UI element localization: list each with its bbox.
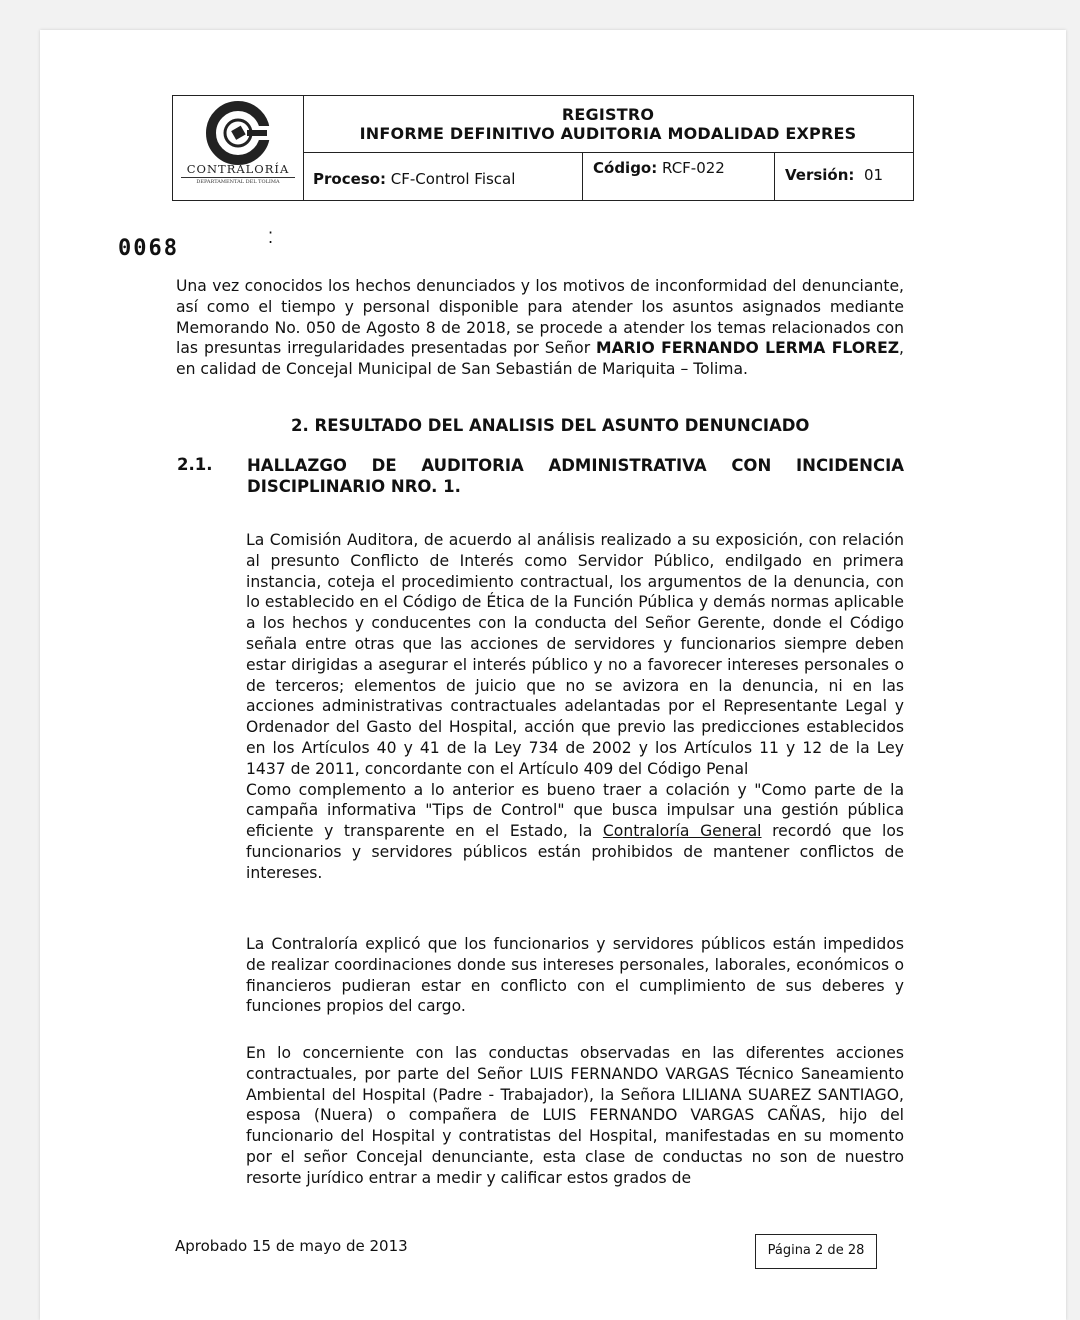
section-2-heading: 2. RESULTADO DEL ANALISIS DEL ASUNTO DENUNCIADO: [291, 416, 810, 435]
process-label: Proceso:: [313, 170, 386, 188]
approval-date: Aprobado 15 de mayo de 2013: [175, 1237, 408, 1255]
conduct-paragraph: En lo concerniente con las conductas observadas en las diferentes acciones contractuales, por parte del Señor LUIS FERNANDO VARGAS Técnico Saneamiento Ambiental del Hospital (Padre - Trabajador), la Señora LILIANA SUAREZ SANTIAGO, esposa (Nuera) o compañera de LUIS FERNANDO VARGAS CAÑAS, hijo del funcionario del Hospital y contratistas del Hospital, manifestadas en su momento por el señor Concejal denunciante, esta clase de conductas no son de nuestro resorte jurídico entrar a medir y calificar estos grados de: [246, 1044, 904, 1187]
intro-paragraph: Una vez conocidos los hechos denunciados y los motivos de inconformidad del denunciante, así como el tiempo y personal disponible para atender los asuntos asignados mediante Memorando No. 050 de Agosto 8 de 2018, se procede a atender los temas relacionados con las presuntas irregularidades presentadas por Señor MARIO FERNANDO LERMA FLOREZ, en calidad de Concejal Municipal de San Sebastián de Mariquita – Tolima.: [176, 277, 904, 379]
code-label: Código:: [593, 159, 658, 177]
version-cell: [775, 153, 913, 200]
folio-stamp: 0068: [118, 236, 179, 261]
logo-subtext: DEPARTAMENTAL DEL TOLIMA: [181, 177, 295, 185]
process-value: CF-Control Fiscal: [390, 170, 516, 188]
contraloria-paragraph: La Contraloría explicó que los funcionarios y servidores públicos están impedidos de realizar coordinaciones donde sus intereses personales, laborales, económicos o financieros pudieran estar en conflicto con el cumplimiento de sus deberes y funciones propios del cargo.: [246, 935, 904, 1016]
page-number: Página 2 de 28: [755, 1234, 877, 1269]
document-title: [303, 96, 913, 153]
section-2-1-heading: HALLAZGO DE AUDITORIA ADMINISTRATIVA CON INCIDENCIA DISCIPLINARIO NRO. 1.: [247, 456, 904, 496]
header-table: [172, 95, 914, 201]
code-cell: [583, 153, 775, 200]
code-value: RCF-022: [662, 159, 725, 177]
title-line-1: REGISTRO: [561, 105, 655, 124]
contraloria-emblem-icon: [173, 96, 303, 166]
title-line-2: INFORME DEFINITIVO AUDITORIA MODALIDAD EXPRES: [359, 124, 857, 143]
finding-text: La Comisión Auditora, de acuerdo al análisis realizado a su exposición, con relación al presunto Conflicto de Interés como Servidor Público, endilgado en primera instancia, coteja el procedimiento contractual, los argumentos de la denuncia, con lo establecido en el Código de Ética de la Función Pública y demás normas aplicable a los hechos y conducentes con la conducta del Señor Gerente, donde el Código señala entre otras que las acciones de servidores y funcionarios siempre deben estar dirigidas a asegurar el interés público y no a favorecer intereses personales o de terceros; elementos de juicio que no se avizora en la denuncia, ni en las acciones administrativas contractuales adelantadas por el Representante Legal y Ordenador del Gasto del Hospital, acción que previo las predicciones establecidos en los Artículos 40 y 41 de la Ley 734 de 2002 y los Artículos 11 y 12 de la Ley 1437 de 2011, concordante con el Artículo 409 del Código Penal: [246, 531, 904, 778]
version-value: 01: [863, 166, 884, 184]
complement-text: Como complemento a lo anterior es bueno traer a colación y "Como parte de la campaña informativa "Tips de Control" que busca impulsar una gestión pública eficiente y transparente en el Estado, la Contraloría General recordó que los funcionarios y servidores públicos están prohibidos de mantener conflictos de intereses.: [246, 780, 904, 882]
finding-paragraph: [246, 530, 904, 884]
logo-text: CONTRALORÍA: [186, 162, 290, 176]
contraloria-logo: [173, 96, 304, 200]
section-2-1-number: 2.1.: [177, 455, 213, 474]
version-label: Versión:: [785, 166, 855, 184]
contraloria-general-link[interactable]: Contraloría General: [602, 822, 762, 841]
stamp-mark: ⁚: [268, 228, 274, 247]
process-cell: [303, 153, 583, 200]
complainant-name: MARIO FERNANDO LERMA FLOREZ: [596, 339, 900, 358]
